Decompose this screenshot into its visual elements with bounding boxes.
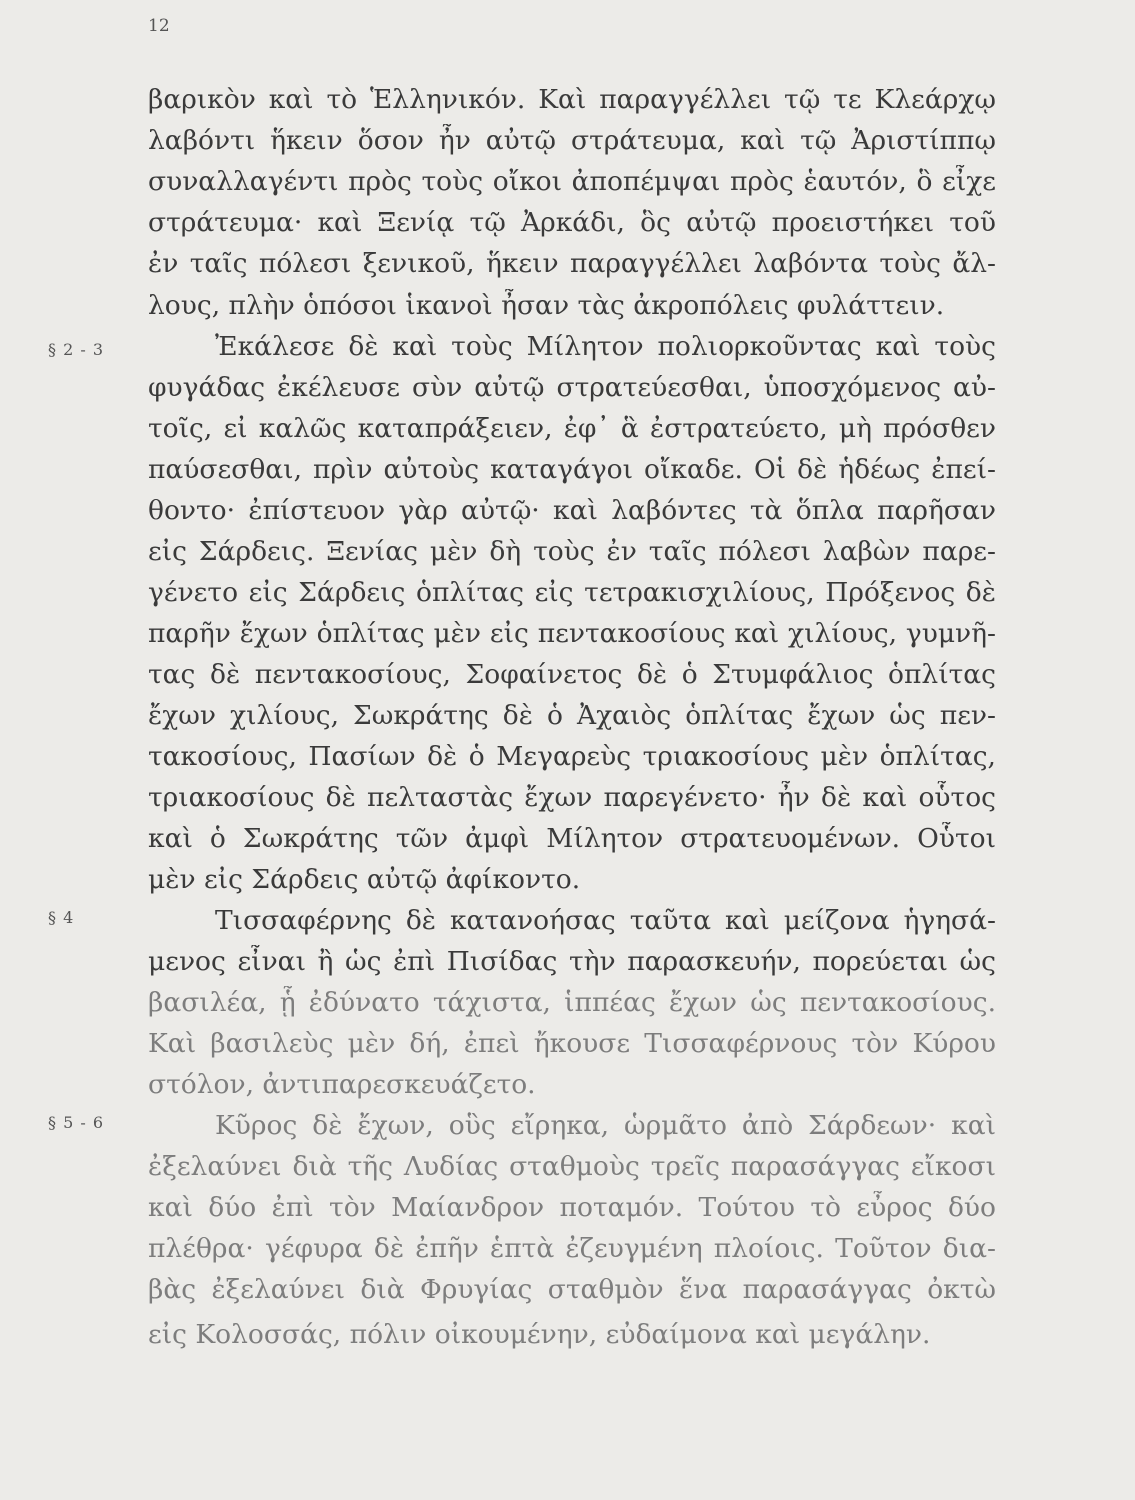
text-line: τας δὲ πεντακοσίους, Σοφαίνετος δὲ ὁ Στυμφάλιος ὁπλίτας — [148, 659, 996, 690]
text-line: στόλον, ἀντιπαρεσκευάζετο. — [148, 1069, 536, 1100]
text-line: πλέθρα· γέφυρα δὲ ἐπῆν ἑπτὰ ἐζευγμένη πλοίοις. Τοῦτον δια- — [148, 1233, 996, 1264]
text-line: ἐξελαύνει διὰ τῆς Λυδίας σταθμοὺς τρεῖς παρασάγγας εἴκοσι — [148, 1151, 996, 1182]
text-line: εἰς Κολοσσάς, πόλιν οἰκουμένην, εὐδαίμονα καὶ μεγάλην. — [148, 1319, 931, 1350]
text-line: ἔχων χιλίους, Σωκράτης δὲ ὁ Ἀχαιὸς ὁπλίτας ἔχων ὡς πεν- — [148, 700, 996, 731]
text-line: ἐν ταῖς πόλεσι ξενικοῦ, ἥκειν παραγγέλλει λαβόντα τοὺς ἄλ- — [148, 248, 996, 279]
text-line: τριακοσίους δὲ πελταστὰς ἔχων παρεγένετο· ἦν δὲ καὶ οὗτος — [148, 782, 996, 813]
text-line: εἰς Σάρδεις. Ξενίας μὲν δὴ τοὺς ἐν ταῖς πόλεσι λαβὼν παρε- — [148, 536, 996, 567]
text-line: καὶ δύο ἐπὶ τὸν Μαίανδρον ποταμόν. Τούτου τὸ εὖρος δύο — [148, 1192, 996, 1223]
text-line: βὰς ἐξελαύνει διὰ Φρυγίας σταθμὸν ἕνα παρασάγγας ὀκτὼ — [148, 1274, 996, 1305]
text-line: μενος εἶναι ἢ ὡς ἐπὶ Πισίδας τὴν παρασκευήν, πορεύεται ὡς — [148, 946, 996, 977]
text-line: γένετο εἰς Σάρδεις ὁπλίτας εἰς τετρακισχιλίους, Πρόξενος δὲ — [148, 577, 996, 608]
text-line: λαβόντι ἥκειν ὅσον ἦν αὐτῷ στράτευμα, καὶ τῷ Ἀριστίππῳ — [148, 125, 996, 156]
section-marker-5-6: § 5 - 6 — [48, 1113, 105, 1132]
text-line: τοῖς, εἰ καλῶς καταπράξειεν, ἐφ᾽ ἃ ἐστρατεύετο, μὴ πρόσθεν — [148, 413, 996, 444]
text-line: τακοσίους, Πασίων δὲ ὁ Μεγαρεὺς τριακοσίους μὲν ὁπλίτας, — [148, 741, 996, 772]
text-line: Κῦρος δὲ ἔχων, οὓς εἴρηκα, ὡρμᾶτο ἀπὸ Σάρδεων· καὶ — [215, 1110, 996, 1141]
text-line: μὲν εἰς Σάρδεις αὐτῷ ἀφίκοντο. — [148, 864, 581, 895]
text-line: παύσεσθαι, πρὶν αὐτοὺς καταγάγοι οἴκαδε. Οἱ δὲ ἡδέως ἐπεί- — [148, 454, 996, 485]
text-line: Ἐκάλεσε δὲ καὶ τοὺς Μίλητον πολιορκοῦντας καὶ τοὺς — [215, 331, 996, 362]
text-line: λους, πλὴν ὁπόσοι ἱκανοὶ ἦσαν τὰς ἀκροπόλεις φυλάττειν. — [148, 290, 945, 321]
section-marker-4: § 4 — [48, 908, 75, 927]
text-line: βαρικὸν καὶ τὸ Ἑλληνικόν. Καὶ παραγγέλλει τῷ τε Κλεάρχῳ — [148, 84, 996, 115]
text-line: Καὶ βασιλεὺς μὲν δή, ἐπεὶ ἤκουσε Τισσαφέρνους τὸν Κύρου — [148, 1028, 996, 1059]
page-number: 12 — [148, 16, 170, 36]
text-line: στράτευμα· καὶ Ξενίᾳ τῷ Ἀρκάδι, ὃς αὐτῷ προειστήκει τοῦ — [148, 207, 996, 238]
text-line: Τισσαφέρνης δὲ κατανοήσας ταῦτα καὶ μείζονα ἡγησά- — [215, 905, 996, 936]
text-line: καὶ ὁ Σωκράτης τῶν ἀμφὶ Μίλητον στρατευομένων. Οὗτοι — [148, 823, 996, 854]
section-marker-2-3: § 2 - 3 — [48, 340, 105, 359]
text-line: θοντο· ἐπίστευον γὰρ αὐτῷ· καὶ λαβόντες τὰ ὅπλα παρῆσαν — [148, 495, 996, 526]
text-line: παρῆν ἔχων ὁπλίτας μὲν εἰς πεντακοσίους καὶ χιλίους, γυμνῆ- — [148, 618, 996, 649]
text-line: συναλλαγέντι πρὸς τοὺς οἴκοι ἀποπέμψαι πρὸς ἑαυτόν, ὃ εἶχε — [148, 166, 996, 197]
text-line: βασιλέα, ᾗ ἐδύνατο τάχιστα, ἱππέας ἔχων ὡς πεντακοσίους. — [148, 987, 996, 1018]
text-line: φυγάδας ἐκέλευσε σὺν αὐτῷ στρατεύεσθαι, ὑποσχόμενος αὐ- — [148, 372, 996, 403]
